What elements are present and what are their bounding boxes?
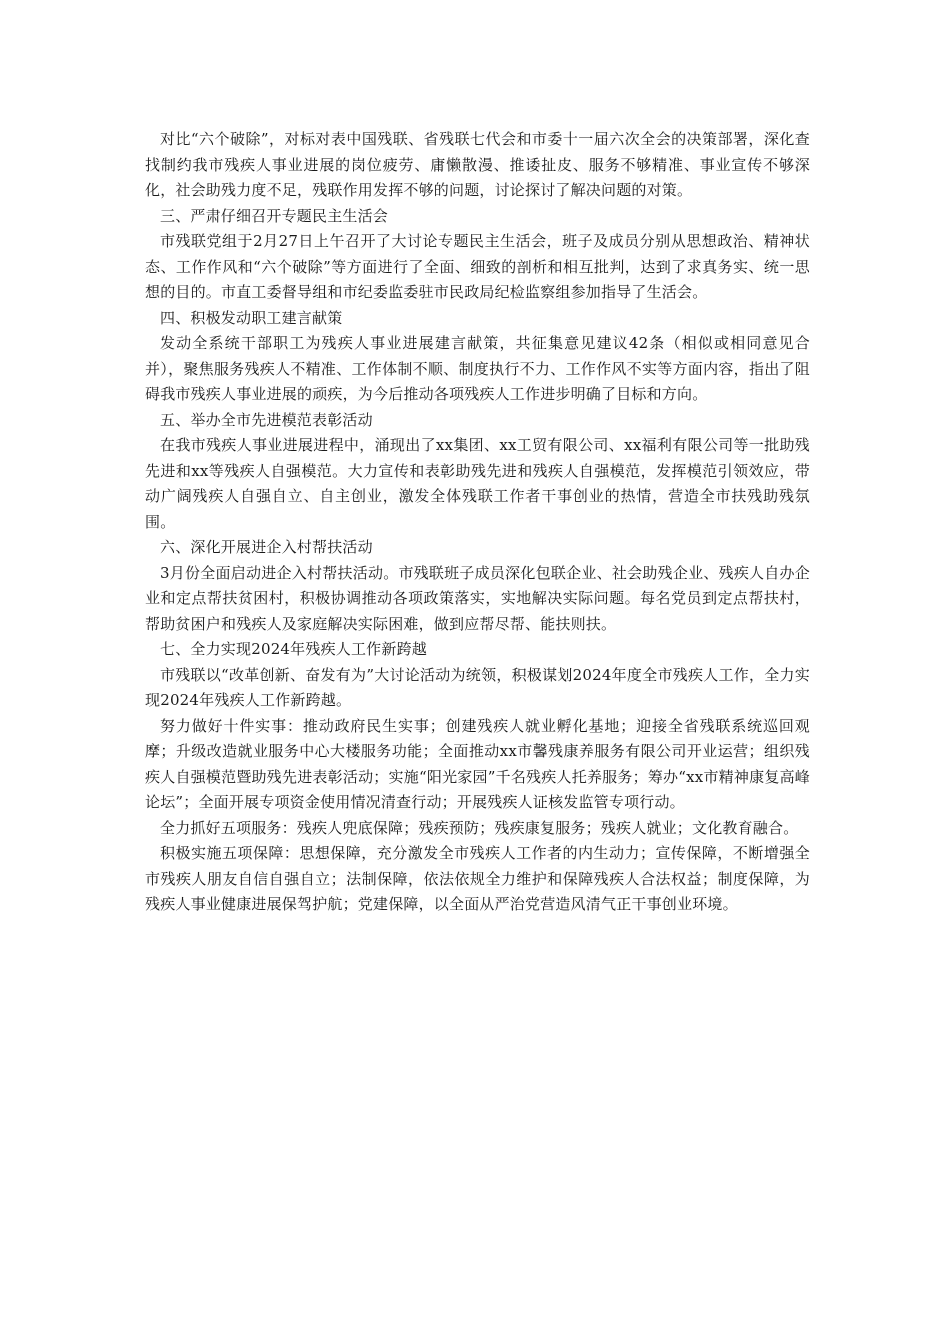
document-body: [145, 127, 810, 918]
section-heading: 五、举办全市先进模范表彰活动: [160, 410, 373, 429]
section-heading: 六、深化开展进企入村帮扶活动: [160, 538, 373, 556]
paragraph: 积极实施五项保障：思想保障，充分激发全市残疾人工作者的内生动力；宣传保障，不断增强全市残疾人朋友自信自强自立；法制保障，依法依规全力维护和保障残疾人合法权益；制度保障，为残疾人事业健康进展保驾护航；党建保障，以全面从严治党营造风清气正干事创业环境。: [145, 844, 810, 913]
paragraph: 对比“六个破除”，对标对表中国残联、省残联七代会和市委十一届六次全会的决策部署，深化查找制约我市残疾人事业进展的岗位疲劳、庸懒散漫、推诿扯皮、服务不够精准、事业宣传不够深化，社会助残力度不足，残联作用发挥不够的问题，讨论探讨了解决问题的对策。: [145, 130, 810, 199]
paragraph: 3月份全面启动进企入村帮扶活动。市残联班子成员深化包联企业、社会助残企业、残疾人自办企业和定点帮扶贫困村，积极协调推动各项政策落实，实地解决实际问题。每名党员到定点帮扶村，帮助贫困户和残疾人及家庭解决实际困难，做到应帮尽帮、能扶则扶。: [145, 563, 810, 633]
section-heading: 三、严肃仔细召开专题民主生活会: [160, 206, 389, 225]
paragraph: 全力抓好五项服务：残疾人兜底保障；残疾预防；残疾康复服务；残疾人就业；文化教育融合。: [160, 818, 799, 837]
section-heading: 七、全力实现2024年残疾人工作新跨越: [160, 640, 427, 658]
paragraph: 在我市残疾人事业进展进程中，涌现出了xx集团、xx工贸有限公司、xx福利有限公司等一批助残先进和xx等残疾人自强模范。大力宣传和表彰助残先进和残疾人自强模范，发挥模范引领效应，带动广阔残疾人自强自立、自主创业，激发全体残联工作者干事创业的热情，营造全市扶残助残氛围。: [145, 436, 810, 531]
section-heading: 四、积极发动职工建言献策: [160, 308, 343, 327]
paragraph: 市残联党组于2月27日上午召开了大讨论专题民主生活会，班子及成员分别从思想政治、精神状态、工作作风和“六个破除”等方面进行了全面、细致的剖析和相互批判，达到了求真务实、统一思想的目的。市直工委督导组和市纪委监委驻市民政局纪检监察组参加指导了生活会。: [145, 232, 810, 301]
paragraph: 努力做好十件实事：推动政府民生实事；创建残疾人就业孵化基地；迎接全省残联系统巡回观摩；升级改造就业服务中心大楼服务功能；全面推动xx市馨残康养服务有限公司开业运营；组织残疾人自强模范暨助残先进表彰活动；实施“阳光家园”千名残疾人托养服务；筹办“xx市精神康复高峰论坛”；全面开展专项资金使用情况清查行动；开展残疾人证核发监管专项行动。: [145, 716, 810, 811]
paragraph: 发动全系统干部职工为残疾人事业进展建言献策，共征集意见建议42条（相似或相同意见合并），聚焦服务残疾人不精准、工作体制不顺、制度执行不力、工作作风不实等方面内容，指出了阻碍我市残疾人事业进展的顽疾，为今后推动各项残疾人工作进步明确了目标和方向。: [145, 334, 810, 403]
paragraph: 市残联以“改革创新、奋发有为”大讨论活动为统领，积极谋划2024年度全市残疾人工作，全力实现2024年残疾人工作新跨越。: [145, 665, 810, 709]
